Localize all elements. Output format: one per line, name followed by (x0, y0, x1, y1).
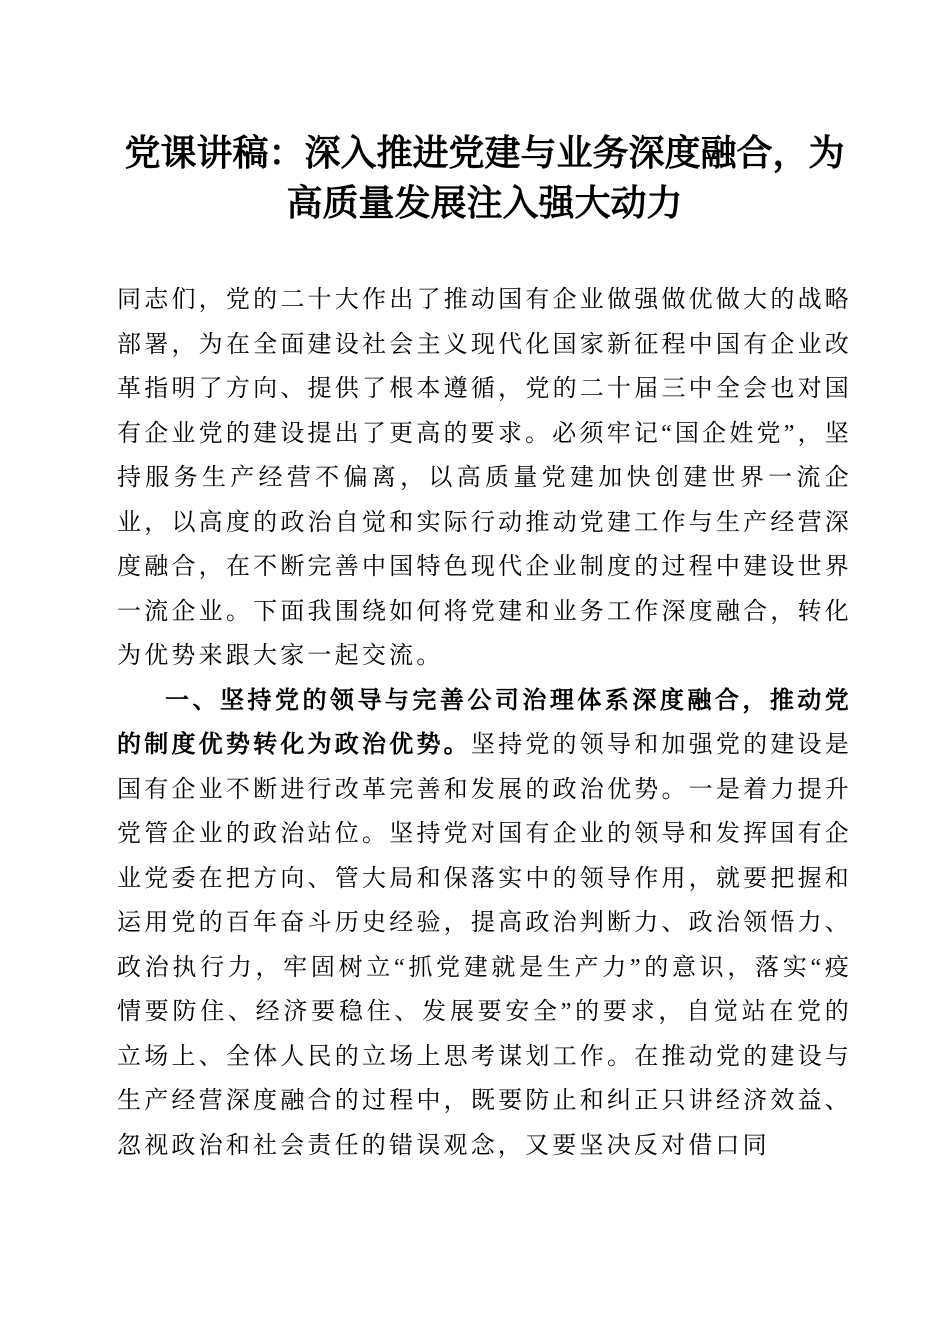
paragraph-section-one (117, 679, 852, 1169)
paragraph-intro-text: 同志们，党的二十大作出了推动国有企业做强做优做大的战略部署，为在全面建设社会主义现代化国家新征程中国有企业改革指明了方向、提供了根本遵循，党的二十届三中全会也对国有企业党的建设提出了更高的要求。必须牢记“国企姓党”，坚持服务生产经营不偏离，以高质量党建加快创建世界一流企业，以高度的政治自觉和实际行动推动党建工作与生产经营深度融合，在不断完善中国特色现代企业制度的过程中建设世界一流企业。下面我围绕如何将党建和业务工作深度融合，转化为优势来跟大家一起交流。 (117, 287, 852, 669)
document-title-line-1: 党课讲稿：深入推进党建与业务深度融合，为 (124, 133, 845, 173)
section-one-heading: 一、坚持党的领导与完善公司治理体系深度融合，推动党的制度优势转化为政治优势。 (117, 686, 852, 758)
document-title-line-2: 高质量发展注入强大动力 (286, 183, 683, 223)
document-title (117, 128, 852, 228)
document-body (117, 278, 852, 1168)
section-one-text: 坚持党的领导和加强党的建设是国有企业不断进行改革完善和发展的政治优势。一是着力提升党管企业的政治站位。坚持党对国有企业的领导和发挥国有企业党委在把方向、管大局和保落实中的领导作用，就要把握和运用党的百年奋斗历史经验，提高政治判断力、政治领悟力、政治执行力，牢固树立“抓党建就是生产力”的意识，落实“疫情要防住、经济要稳住、发展要安全”的要求，自觉站在党的立场上、全体人民的立场上思考谋划工作。在推动党的建设与生产经营深度融合的过程中，既要防止和纠正只讲经济效益、忽视政治和社会责任的错误观念，又要坚决反对借口同 (117, 732, 852, 1159)
paragraph-intro (117, 278, 852, 679)
